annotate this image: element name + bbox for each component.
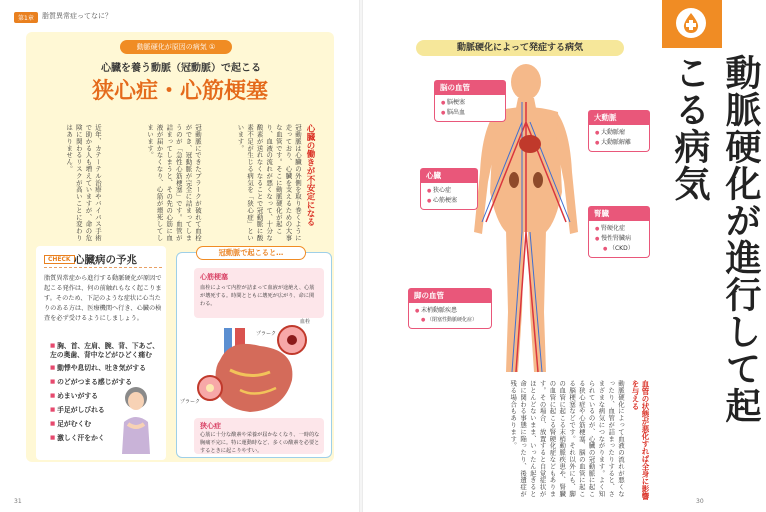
heart-head: 心臓 [420,168,478,183]
topic-subtitle: 心臓を養う動脈（冠動脈）で起こる [101,63,261,74]
symptom-item: ■ 手足がしびれる [50,404,105,414]
section-title: 動脈硬化によって発症する病気 [416,40,624,56]
brain-vessel-label [434,80,506,122]
topic-title: 狭心症・心筋梗塞 [91,79,268,104]
disease-item: ● 大動脈瘤 [595,128,643,138]
aorta-list [588,125,650,152]
symptom-item: ■ 動悸や息切れ、吐き気がする [50,362,146,372]
leg-vessel-head: 脚の血管 [408,288,492,303]
section-heading: 血管の状態が悪化すれば全身に影響を与える [631,380,650,500]
aorta-head: 大動脈 [588,110,650,125]
drop-cross-icon [676,8,706,38]
chapter-tag: 第1章 [14,12,38,23]
kidney-head: 腎臓 [588,206,650,221]
symptom-item: ■ のどがつまる感じがする [50,376,132,386]
aorta-label [588,110,650,152]
plaque-label: プラーク [256,331,277,337]
page-number: 30 [696,498,704,505]
book-spine [359,0,363,512]
disease-item: ● 末梢動脈疾患 [415,306,485,316]
disease-item: ● 脳出血 [441,108,499,118]
angina-card-body: 心筋に十分な酸素や栄養が届かなくなり、一時的な胸痛不完に。特に運動時など、多くの酸素を必要とするときに起こりやすい。 [200,432,320,454]
brain-vessel-head: 脳の血管 [434,80,506,95]
disease-item: ● 腎硬化症 [595,224,643,234]
leg-vessel-label [408,288,492,329]
disease-item: ● 慢性腎臓病 [595,234,643,244]
symptom-item: ■ めまいがする [50,390,98,400]
kidney-label [588,206,650,258]
body-text: 動脈硬化によって血液の流れが悪くなったり、血管が詰まったりすると、さまざまな病気につながります。よく知られているのが、心臓の冠動脈に起こる狭心症や心筋梗塞、脳の血管に起こる脳梗塞などです。それ以外にも、脚の血管に起こる末梢動脈疾患や、腎臓の血管に起こる腎硬化症などもあります。その場合、放置すると自覚症状がほとんどないまま、いったん起きると命に関わる事態に陥ったり、後遺症が残る場合もあります。 [509,380,625,498]
disease-item-note: ● （閉塞性動脈硬化症） [415,316,485,325]
disease-item: ● 狭心症 [427,186,471,196]
mi-card-title: 心筋梗塞 [200,273,228,281]
page-number: 31 [14,498,22,505]
body-column-1: 冠動脈は心臓の外側を取り巻くように走っており、心臓を支えるための大事な血管です。そこに動脈硬化が起こり、血液の流れが悪くなって、十分な酸素が送れなくなることで冠動脈に酸素不足が生じる病気を「狭心症」といいます。 [236,124,302,242]
mi-card-body: 血栓によって内腔が詰まって血液が途絶え、心筋が壊死する。時間とともに壊死が広がり、命に関わる。 [200,285,315,307]
disease-item-note: ● （CKD） [595,244,643,254]
symptom-item: ■ 激しく汗をかく [50,432,105,442]
section-heading: 心臓の働きが不安定になる [305,124,315,226]
plaque-label: プラーク [180,399,201,405]
chapter-title: 脂質異常症ってなに？ [42,12,112,20]
woman-chest-pain-illustration [116,384,156,454]
symptom-item: ■ 足がむくむ [50,418,91,428]
check-title: 心臓病の予兆 [74,254,137,266]
body-column-2: 冠動脈にできたプラークが破れて血栓ができ、冠動脈が完全に詰まってしまうのが「急性心筋梗塞」です。血管が詰まってしまうと、その先の心筋に血液が届かなくなり、心筋が壊死してしまいます。 [146,124,202,242]
kidney-list [588,221,650,258]
disease-item: ● 大動脈解離 [595,138,643,148]
left-page [0,0,361,512]
leg-vessel-list [408,303,492,329]
symptom-item: ■ 胸、首、左肩、腕、背、下あご、左の奥歯、背中などがひどく痛む [50,342,162,360]
topic-tag: 動脈硬化が原因の病気 ① [120,40,232,54]
angina-card-title: 狭心症 [200,422,221,430]
heart-list [420,183,478,210]
check-tag: CHECK [44,255,75,264]
check-body: 脂質異常症から進行する動脈硬化が原因で起こる発作は、何の前触れもなく起こります。そのため、下記のような症状に心当たりのある方は、医療機関へ行き、心臓の検査を必ず受けるようにしましょう。 [44,275,162,322]
illustration-tag: 冠動脈で起こると… [196,246,306,260]
divider [44,267,162,268]
page-title: 動脈硬化が進行して起こる病気 [669,54,761,424]
heart-label [420,168,478,210]
disease-item: ● 脳梗塞 [441,98,499,108]
brain-vessel-list [434,95,506,122]
disease-item: ● 心筋梗塞 [427,196,471,206]
body-column-3: 近年、カテーテル治療やバイパス手術で助かる人も増えていますが、命の危険に関わるリスクが高いことに変わりはありません。 [65,124,102,242]
thrombus-label: 血栓 [300,319,311,325]
